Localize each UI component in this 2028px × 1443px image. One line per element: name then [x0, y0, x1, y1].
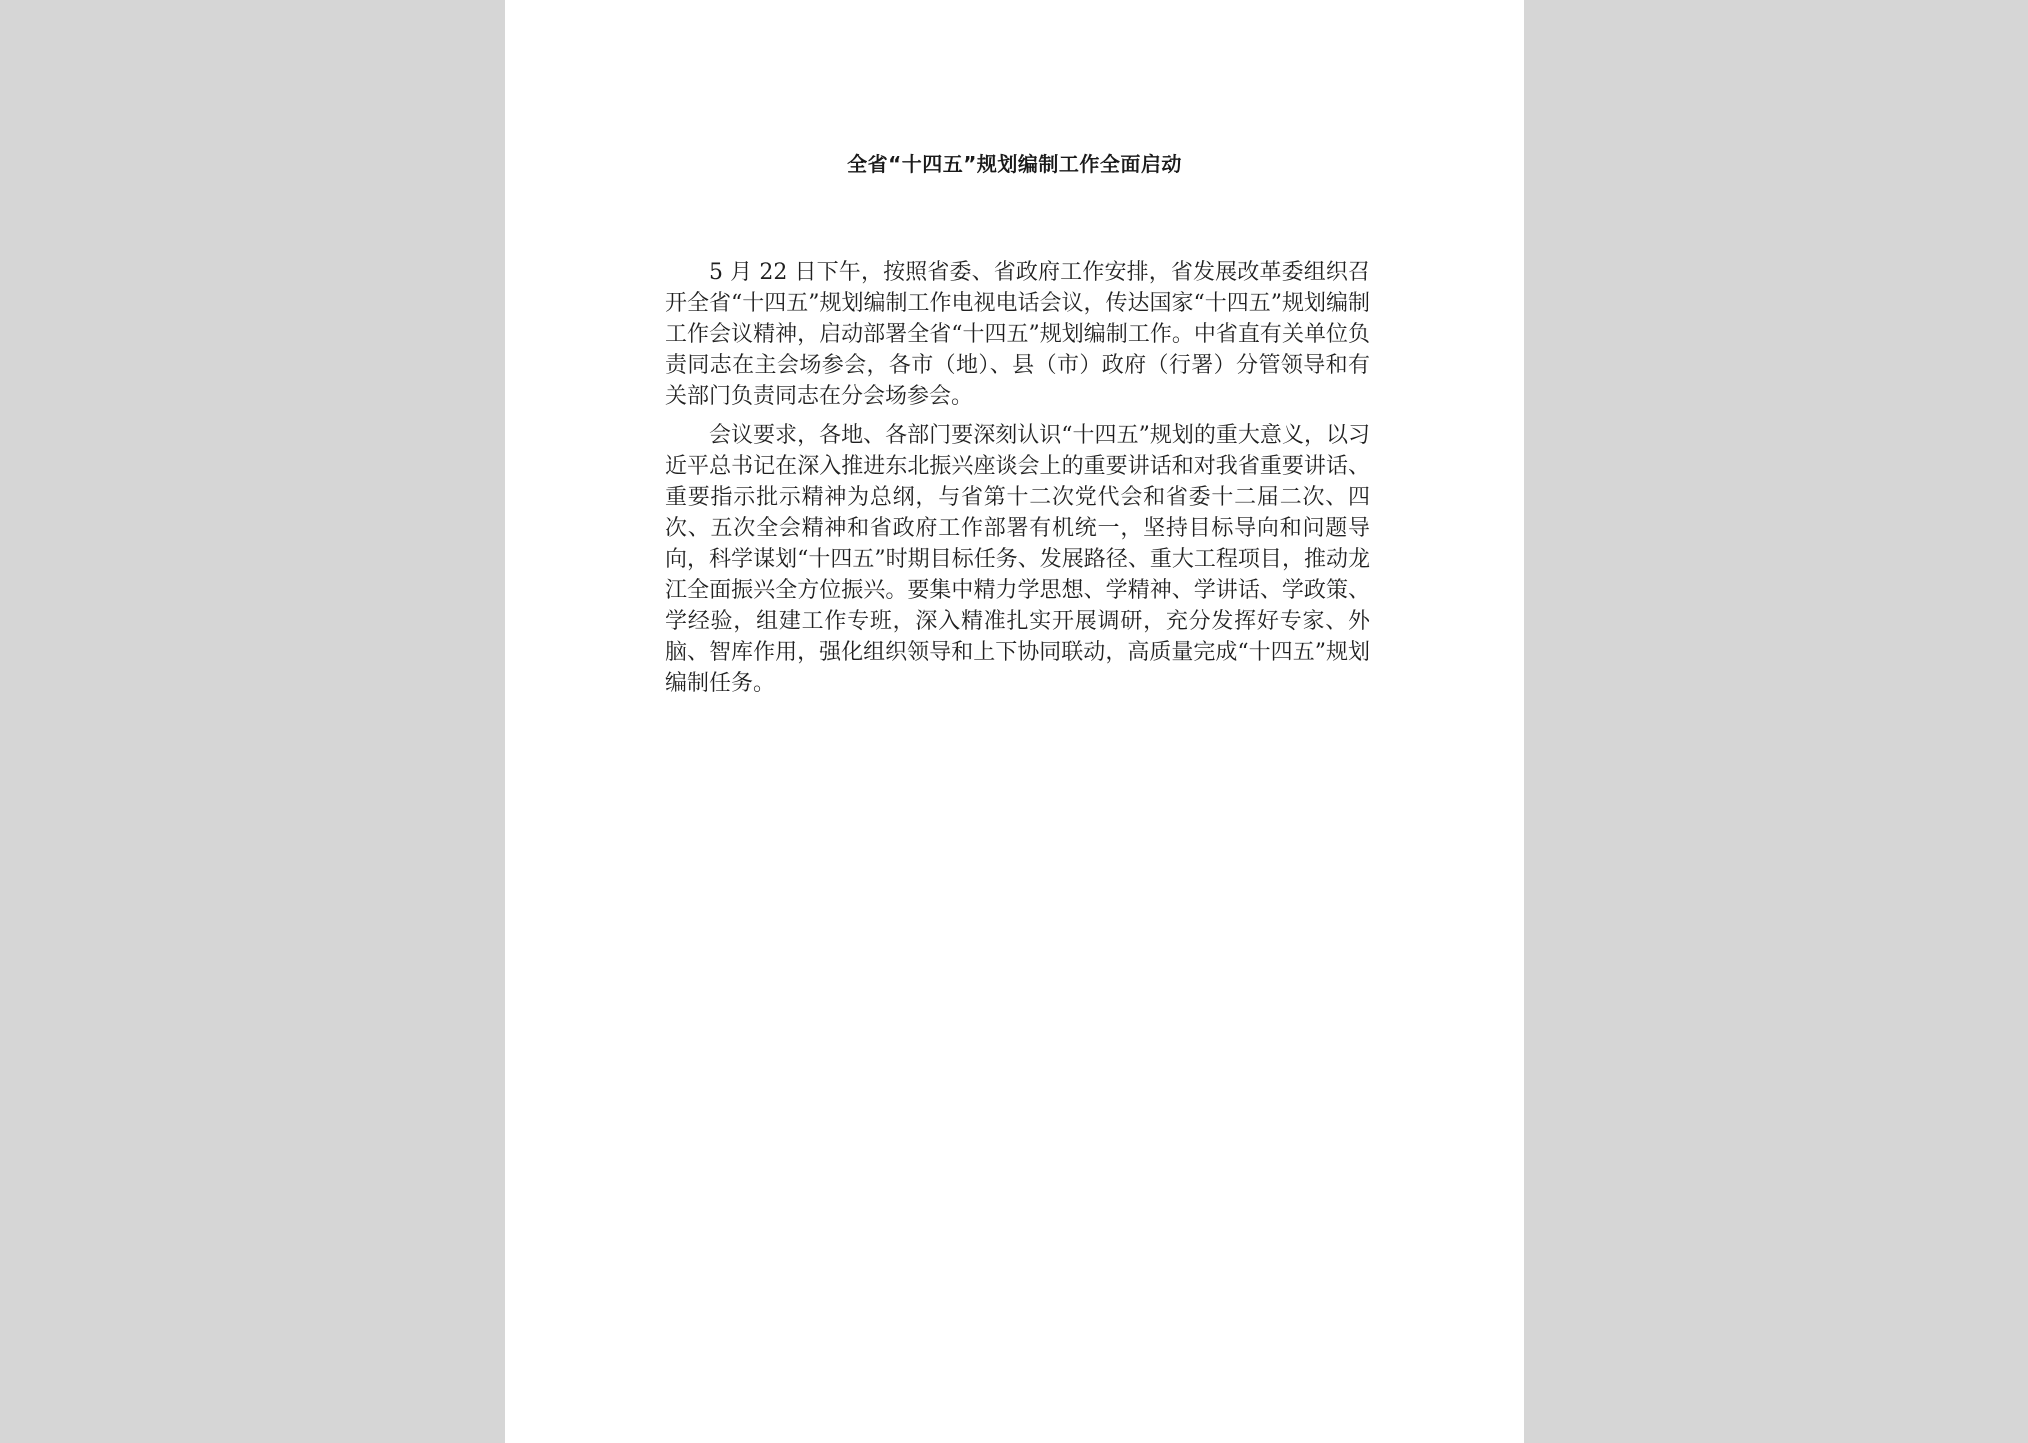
document-body [665, 257, 1370, 707]
paragraph-1: 5 月 22 日下午，按照省委、省政府工作安排，省发展改革委组织召开全省“十四五”规划编制工作电视电话会议，传达国家“十四五”规划编制工作会议精神，启动部署全省“十四五”规划编制工作。中省直有关单位负责同志在主会场参会，各市（地）、县（市）政府（行署）分管领导和有关部门负责同志在分会场参会。 [665, 260, 1370, 409]
document-title: 全省“十四五”规划编制工作全面启动 [847, 152, 1182, 176]
document-page [505, 0, 1524, 1443]
paragraph-2: 会议要求，各地、各部门要深刻认识“十四五”规划的重大意义，以习近平总书记在深入推进东北振兴座谈会上的重要讲话和对我省重要讲话、重要指示批示精神为总纲，与省第十二次党代会和省委十二届二次、四次、五次全会精神和省政府工作部署有机统一，坚持目标导向和问题导向，科学谋划“十四五”时期目标任务、发展路径、重大工程项目，推动龙江全面振兴全方位振兴。要集中精力学思想、学精神、学讲话、学政策、学经验，组建工作专班，深入精准扎实开展调研，充分发挥好专家、外脑、智库作用，强化组织领导和上下协同联动，高质量完成“十四五”规划编制任务。 [665, 423, 1370, 696]
